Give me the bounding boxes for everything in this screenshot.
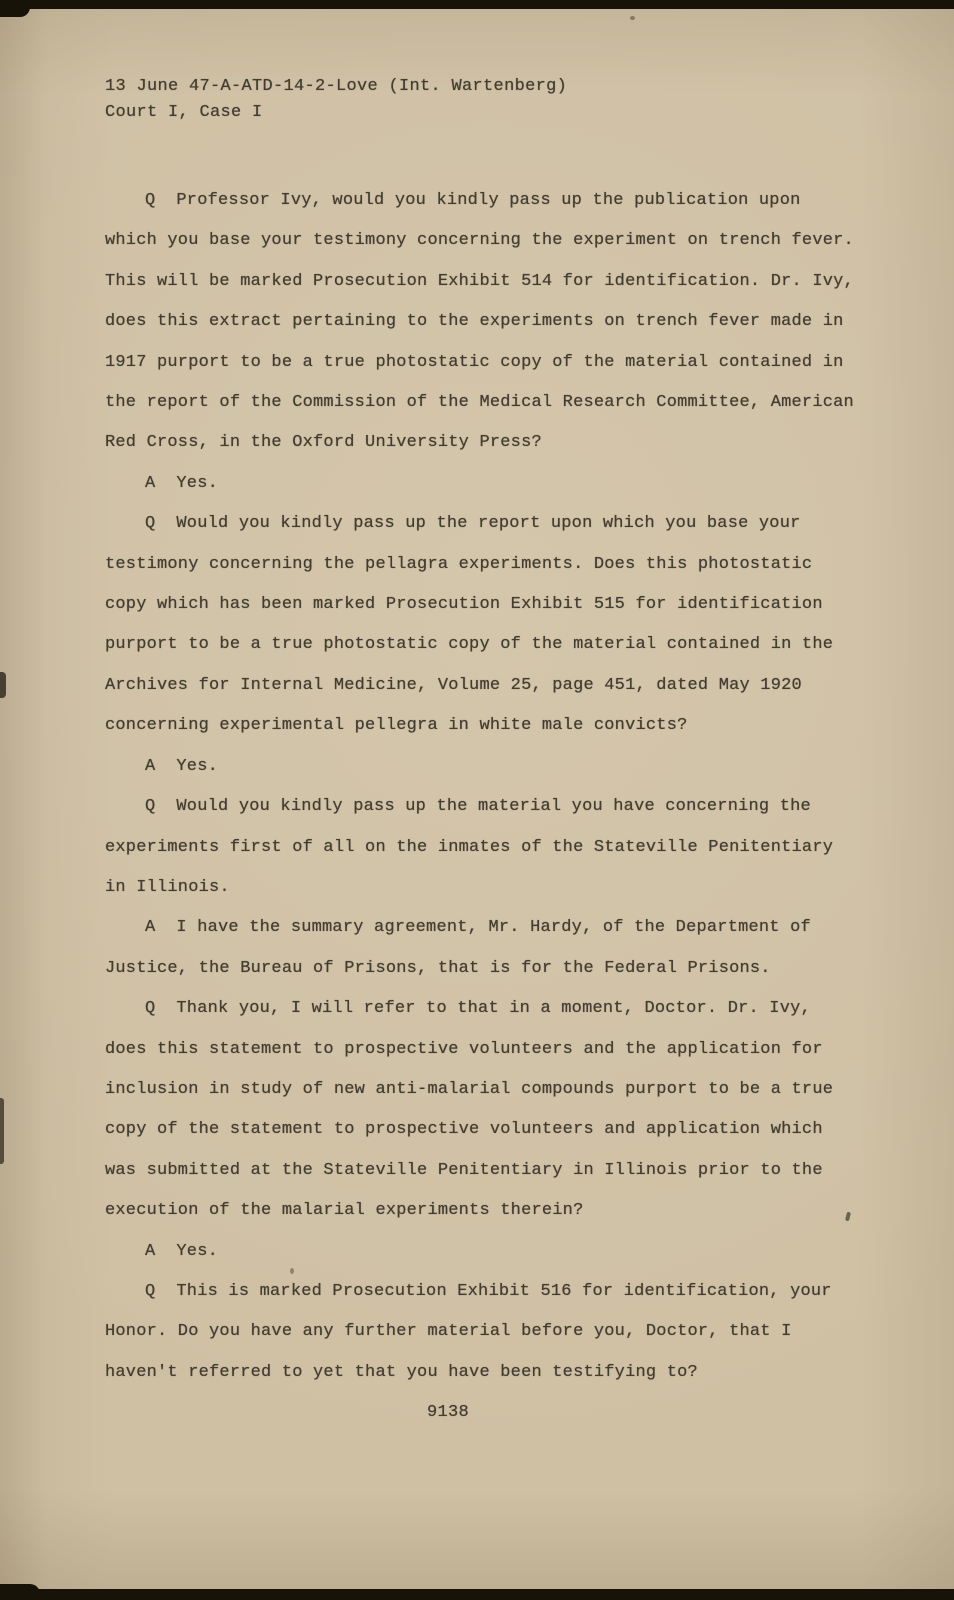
transcript-paragraph [105,989,861,1231]
speaker-label: Q [145,191,156,210]
transcript-text: Yes. [176,756,219,776]
document-header [105,74,861,126]
speaker-label: A [145,1241,156,1261]
scan-artifact-top-edge [0,0,954,9]
transcript-text: Professor Ivy, would you kindly pass up the publication upon which you base your testimony concerning the experiment on trench fever. This will be marked Prosecution Exhibit 514 for identification. Dr. Ivy, does this extract pertaining to the experiments on trench fever made in 1917 purport to be a true photostatic copy of the material contained in the report of the Commission of the Medical Research Committee, American Red Cross, in the Oxford University Press? [105,191,854,453]
transcript-paragraph [105,908,861,989]
scan-artifact-left-mark [0,1098,4,1164]
transcript-text: Would you kindly pass up the report upon which you base your testimony concerning the pellagra experiments. Does this photostatic copy which has been marked Prosecution Exhibit 515 for identification purport to be a true photostatic copy of the material contained in the Archives for Internal Medicine, Volume 25, page 451, dated May 1920 concerning experimental pellegra in white male convicts? [105,514,834,736]
speaker-label: Q [145,1281,156,1301]
speaker-label: A [145,473,156,493]
transcript-paragraph [105,181,861,464]
transcript-body [105,181,861,1434]
scan-artifact-speck [630,16,635,20]
transcript-text: Yes. [176,473,219,493]
transcript-text: I have the summary agreement, Mr. Hardy, of the Department of Justice, the Bureau of Prisons, that is for the Federal Prisons. [105,918,811,978]
page-content [105,74,861,1434]
speaker-label: A [145,918,156,938]
transcript-paragraph [105,787,861,908]
transcript-paragraph [105,1272,861,1393]
transcript-text: Would you kindly pass up the material you have concerning the experiments first of all on the inmates of the Stateville Penitentiary in Illinois. [105,797,834,897]
header-court-line: Court I, Case I [105,103,263,122]
transcript-text: This is marked Prosecution Exhibit 516 for identification, your Honor. Do you have any further material before you, Doctor, that I haven't referred to yet that you have been testifying to? [105,1281,832,1382]
page-number: 9138 [427,1403,470,1423]
speaker-label: A [145,756,156,776]
transcript-text: Yes. [176,1241,219,1261]
speaker-label: Q [145,797,156,817]
scan-artifact-bottom-edge [0,1589,954,1600]
transcript-paragraph [105,1232,861,1272]
speaker-label: Q [145,514,156,534]
transcript-text: Thank you, I will refer to that in a moment, Doctor. Dr. Ivy, does this statement to prospective volunteers and the application for inclusion in study of new anti-malarial compounds purport to be a true copy of the statement to prospective volunteers and application which was submitted at the Stateville Penitentiary in Illinois prior to the execution of the malarial experiments therein? [105,999,834,1221]
speaker-label: Q [145,999,156,1019]
transcript-paragraph [105,747,861,787]
header-docket-line: 13 June 47-A-ATD-14-2-Love (Int. Wartenberg) [105,77,568,96]
transcript-paragraph [105,464,861,504]
transcript-paragraph [105,504,861,746]
scan-artifact-left-mark [0,672,6,698]
